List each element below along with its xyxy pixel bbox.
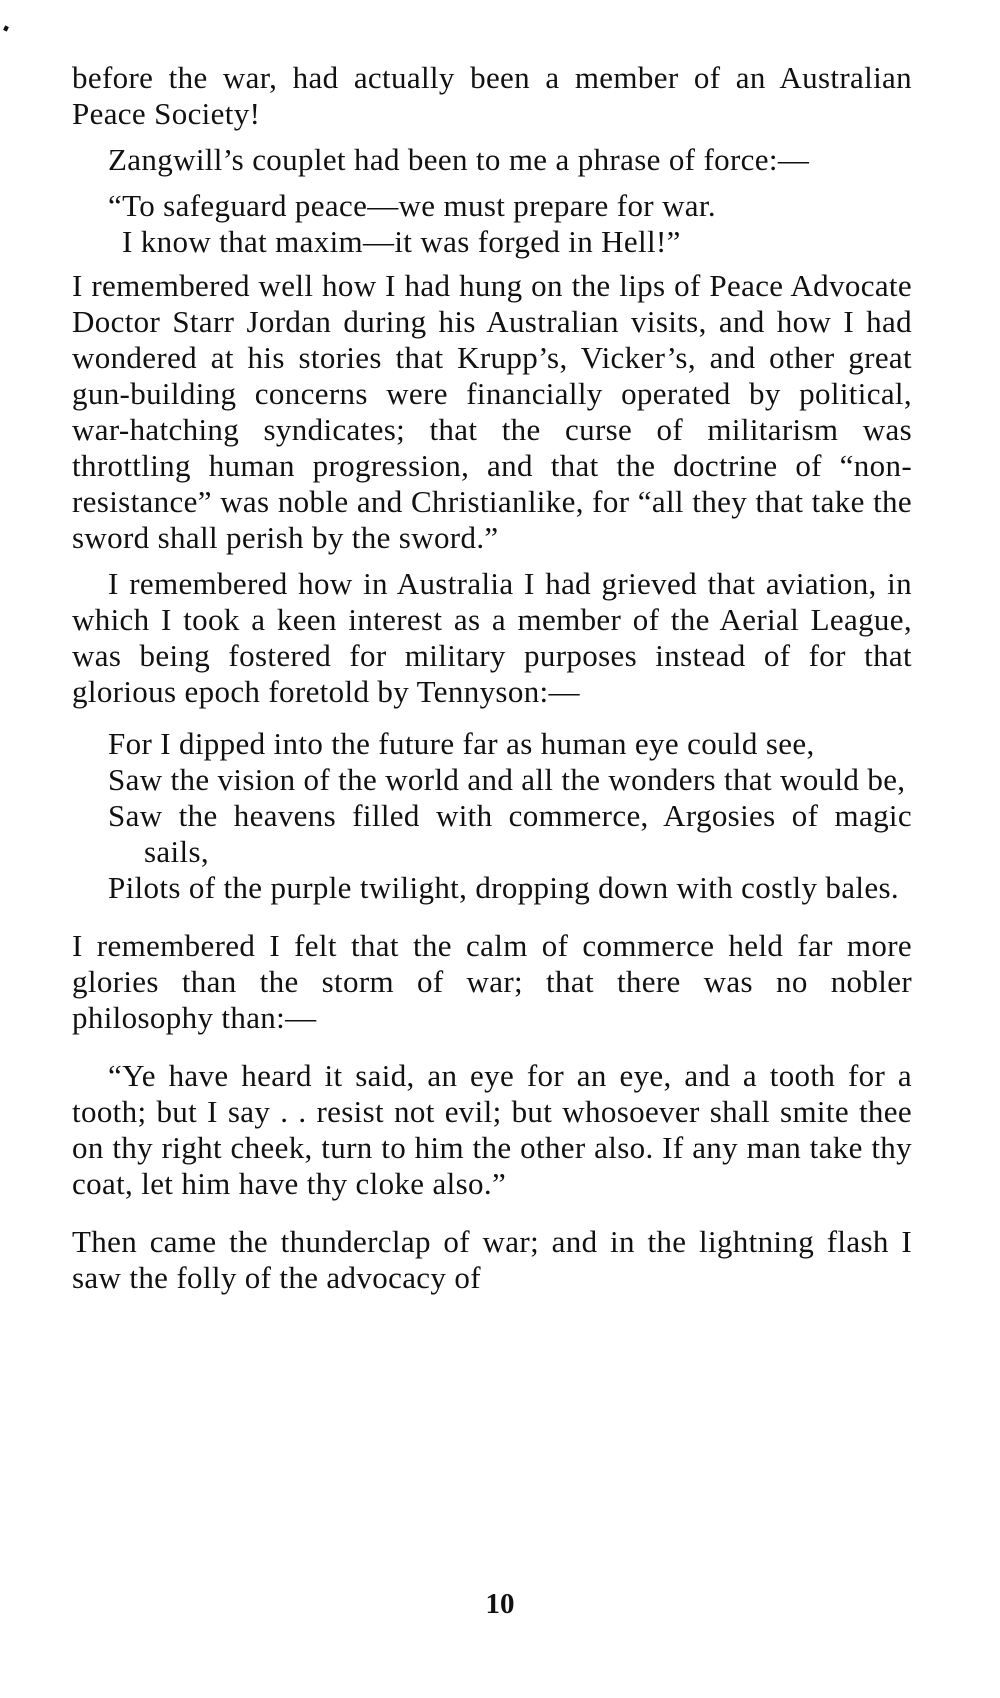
paragraph-zangwill: Zangwill’s couplet had been to me a phrase of force:— — [108, 142, 810, 177]
poem-verse: Pilots of the purple twilight, dropping down with costly bales. — [108, 870, 899, 905]
body-text — [72, 60, 912, 1306]
print-speck — [3, 25, 9, 31]
poem-verse: Saw the vision of the world and all the wonders that would be, — [108, 762, 906, 797]
tennyson-poem — [72, 726, 912, 906]
paragraph-starr-jordan: I remembered well how I had hung on the lips of Peace Advocate Doctor Starr Jordan during his Australian visits, and how I had wondered at his stories that Krupp’s, Vicker’s, and other great gun-building concerns were financially operated by political, war-hatching syndicates; that the curse of militarism was throttling human progression, and that the doctrine of “non-resistance” was noble and Christianlike, for “all they that take the sword shall perish by the sword.” — [72, 268, 912, 555]
paragraph-continuation: before the war, had actually been a member of an Australian Peace Society! — [72, 60, 912, 131]
scripture-quote: “Ye have heard it said, an eye for an eye, and a tooth for a tooth; but I say . . resist not evil; but whosoever shall smite thee on thy right cheek, turn to him the other also. If any man take thy coat, let him have thy cloke also.” — [72, 1058, 912, 1201]
poem-verse: For I dipped into the future far as human eye could see, — [108, 726, 815, 761]
poem-verse: Saw the heavens filled with commerce, Argosies of magic sails, — [108, 798, 912, 869]
couplet-line-2: I know that maxim—it was forged in Hell!” — [122, 224, 681, 259]
zangwill-couplet — [72, 188, 912, 260]
paragraph-commerce: I remembered I felt that the calm of commerce held far more glories than the storm of war; that there was no nobler philosophy than:— — [72, 928, 912, 1035]
page-number: 10 — [485, 1588, 515, 1620]
couplet-line-1: “To safeguard peace—we must prepare for war. — [108, 188, 716, 223]
paragraph-aviation: I remembered how in Australia I had grieved that aviation, in which I took a keen interest as a member of the Aerial League, was being fostered for military purposes instead of for that glorious epoch foretold by Tennyson:— — [72, 566, 912, 709]
paragraph-thunderclap: Then came the thunderclap of war; and in the lightning flash I saw the folly of the advocacy of — [72, 1224, 912, 1295]
